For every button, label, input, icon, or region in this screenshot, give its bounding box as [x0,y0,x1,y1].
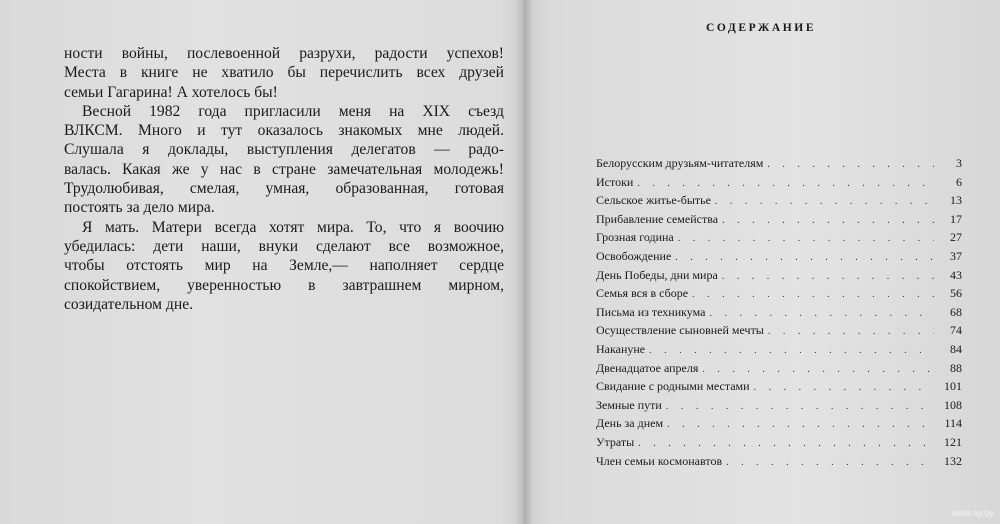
toc-page-number: 84 [950,341,962,356]
text-line: постоять за дело мира. [64,199,215,217]
book-spine [515,0,533,524]
toc-page-number: 108 [944,397,962,412]
toc-entry[interactable] [596,415,962,434]
toc-page-number: 56 [950,286,962,301]
text-line: убедилась: дети наши, внуки сделают все возможное, [64,237,504,255]
toc-entry-title: Истоки [596,174,634,189]
toc-entry[interactable] [596,229,962,248]
toc-entry-title: Сельское житье-бытье [596,193,711,208]
text-line: семьи Гагарина! А хотелось бы! [64,83,278,101]
toc-page-number: 121 [944,434,962,449]
leader-dots [726,455,934,472]
toc-entry[interactable] [596,378,962,397]
toc-page-number: 132 [944,453,962,468]
leader-dots [767,157,934,174]
paragraph-3 [64,218,504,314]
leader-dots [702,362,934,379]
toc-entry-title: Член семьи космонавтов [596,453,723,468]
toc-entry[interactable] [596,341,962,360]
text-line: валась. Какая же у нас в стране замечательная молодежь! [64,160,504,178]
toc-entry-title: Грозная година [596,230,674,245]
toc-entry-title: Земные пути [596,397,662,412]
toc-page-number: 43 [950,267,962,282]
toc-page-number: 17 [950,211,962,226]
leader-dots [754,380,934,397]
leader-dots [722,213,934,230]
toc-page-number: 3 [956,156,962,170]
toc-entry-title: Письма из техникума [596,304,706,319]
toc-page-number: 88 [950,360,962,375]
toc-entry[interactable] [596,304,962,323]
toc-entry[interactable] [596,192,962,211]
text-line: Трудолюбивая, смелая, умная, образованная, готовая [64,180,504,198]
table-of-contents [596,155,962,471]
leader-dots [715,194,934,211]
paragraph-2 [64,102,504,218]
leader-dots [692,287,934,304]
toc-entry[interactable] [596,322,962,341]
watermark: www.ay.by [951,508,994,518]
leader-dots [675,250,934,267]
contents-title: СОДЕРЖАНИЕ [706,22,817,34]
toc-entry-title: Утраты [596,434,635,449]
leader-dots [768,324,934,341]
text-line: Места в книге не хватило бы перечислить всех друзей [64,64,504,82]
toc-entry[interactable] [596,211,962,230]
text-line: созидательном дне. [64,295,194,313]
toc-page-number: 37 [950,248,962,263]
toc-entry-title: Освобождение [596,248,672,263]
text-line: ности войны, послевоенной разрухи, радости успехов! [64,45,504,62]
toc-entry-title: Свидание с родными местами [596,379,750,394]
toc-entry-title: Осуществление сыновней мечты [596,323,764,338]
text-line: чтобы отстоять мир на Земле,— наполняет сердце [64,257,504,275]
toc-entry[interactable] [596,360,962,379]
toc-page-number: 114 [944,416,962,431]
leader-dots [638,436,934,453]
toc-entry[interactable] [596,453,962,472]
leader-dots [709,306,934,323]
toc-page-number: 74 [950,323,962,338]
toc-page-number: 27 [950,230,962,245]
toc-entry-title: Семья вся в сборе [596,286,689,301]
toc-entry-title: День Победы, дни мира [596,267,718,282]
text-line: Весной 1982 года пригласили меня на XIX съезд [82,102,504,120]
toc-page-number: 13 [950,193,962,208]
toc-page-number: 6 [956,174,962,189]
toc-entry-title: День за днем [596,416,664,431]
toc-entry[interactable] [596,397,962,416]
leader-dots [678,231,934,248]
leader-dots [666,399,934,416]
text-line: Слушала я доклады, выступления делегатов — радо- [64,141,504,159]
toc-entry-title: Прибавление семейства [596,211,719,226]
toc-entry[interactable] [596,174,962,193]
paragraph-1 [64,44,504,102]
toc-entry[interactable] [596,248,962,267]
toc-entry[interactable] [596,434,962,453]
leader-dots [649,343,934,360]
toc-entry[interactable] [596,285,962,304]
leader-dots [722,269,934,286]
text-line: Я мать. Матери всегда хотят мира. То, что я воочию [82,218,504,236]
toc-page-number: 68 [950,304,962,319]
toc-entry[interactable] [596,267,962,286]
leader-dots [637,176,934,193]
leader-dots [667,417,934,434]
toc-entry-title: Двенадцатое апреля [596,360,699,375]
toc-page-number: 101 [944,379,962,394]
toc-entry[interactable] [596,155,962,174]
left-page [64,44,504,314]
toc-entry-title: Белорусским друзьям-читателям [596,156,764,170]
text-line: ВЛКСМ. Много и тут оказалось знакомых мне людей. [64,122,504,140]
toc-entry-title: Накануне [596,341,646,356]
text-line: спокойствием, уверенностью в завтрашнем мирном, [64,276,504,294]
